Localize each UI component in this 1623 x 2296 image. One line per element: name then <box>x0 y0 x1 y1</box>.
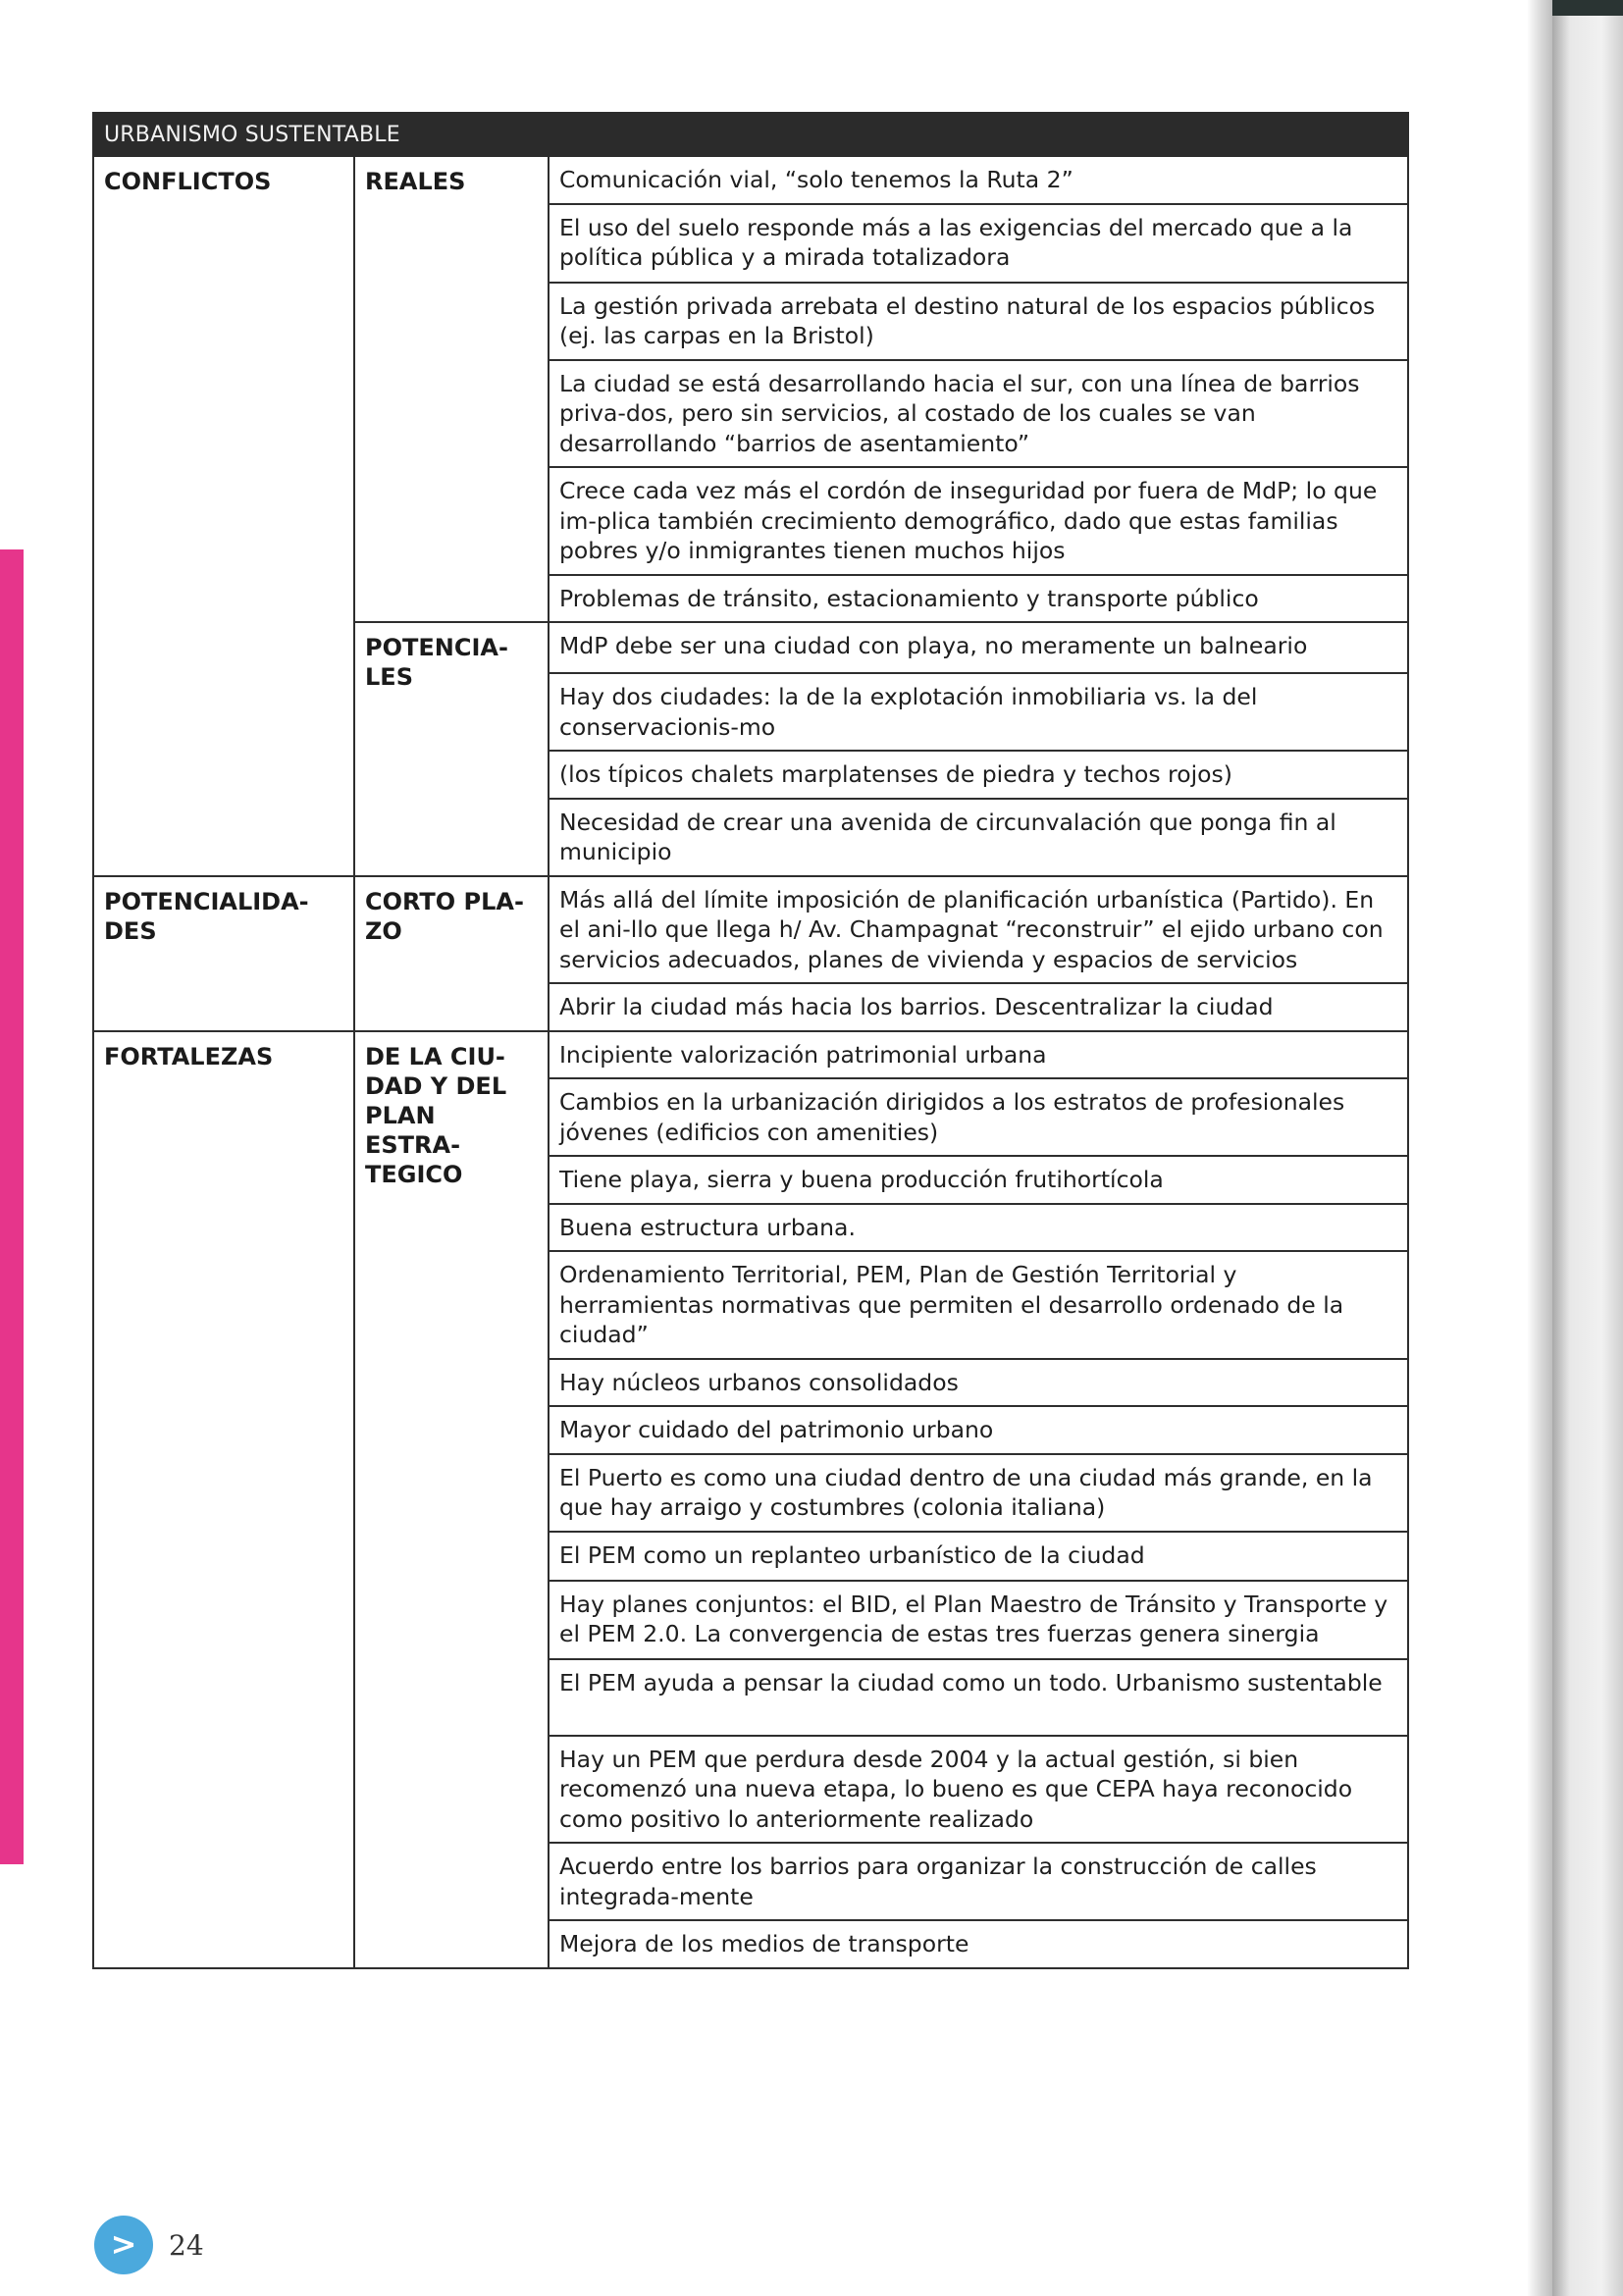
subcategory-label: CORTO PLA-ZO <box>354 876 549 1031</box>
table-cell-item: El uso del suelo responde más a las exigencias del mercado que a la política pública y a mirada totalizadora <box>549 204 1408 283</box>
binding-shadow <box>1527 0 1552 2296</box>
table-cell-item: Comunicación vial, “solo tenemos la Ruta 2” <box>549 156 1408 204</box>
table-cell-item: Hay un PEM que perdura desde 2004 y la actual gestión, si bien recomenzó una nueva etapa, lo bueno es que CEPA haya reconocido como positivo lo anteriormente realizado <box>549 1736 1408 1844</box>
table-cell-item: El PEM ayuda a pensar la ciudad como un todo. Urbanismo sustentable <box>549 1659 1408 1736</box>
urbanismo-table <box>92 112 1409 1969</box>
table-cell-item: Acuerdo entre los barrios para organizar la construcción de calles integrada-mente <box>549 1843 1408 1920</box>
table-cell-item: Abrir la ciudad más hacia los barrios. Descentralizar la ciudad <box>549 983 1408 1031</box>
category-label: CONFLICTOS <box>93 156 354 876</box>
table-cell-item: Cambios en la urbanización dirigidos a los estratos de profesionales jóvenes (edificios con amenities) <box>549 1078 1408 1156</box>
table-cell-item: La ciudad se está desarrollando hacia el sur, con una línea de barrios priva-dos, pero sin servicios, al costado de los cuales se van desarrollando “barrios de asentamiento” <box>549 360 1408 468</box>
table-cell-item: El PEM como un replanteo urbanístico de la ciudad <box>549 1532 1408 1581</box>
table-cell-item: La gestión privada arrebata el destino natural de los espacios públicos (ej. las carpas en la Bristol) <box>549 283 1408 360</box>
subcategory-label: DE LA CIU-DAD Y DEL PLAN ESTRA-TEGICO <box>354 1031 549 1968</box>
table-cell-item: Incipiente valorización patrimonial urbana <box>549 1031 1408 1079</box>
table-row <box>93 1031 1408 1079</box>
category-label: FORTALEZAS <box>93 1031 354 1968</box>
table-cell-item: Hay planes conjuntos: el BID, el Plan Maestro de Tránsito y Transporte y el PEM 2.0. La convergencia de estas tres fuerzas genera sinergia <box>549 1581 1408 1659</box>
table-body <box>93 156 1408 1968</box>
table-cell-item: Ordenamiento Territorial, PEM, Plan de Gestión Territorial y herramientas normativas que permiten el desarrollo ordenado de la ciudad” <box>549 1251 1408 1359</box>
page-number: 24 <box>169 2229 204 2262</box>
magenta-side-tab <box>0 549 24 1864</box>
table-cell-item: Problemas de tránsito, estacionamiento y transporte público <box>549 575 1408 623</box>
subcategory-label: POTENCIA-LES <box>354 622 549 876</box>
table-cell-item: Buena estructura urbana. <box>549 1204 1408 1252</box>
table-header-row <box>93 113 1408 156</box>
table-cell-item: MdP debe ser una ciudad con playa, no meramente un balneario <box>549 622 1408 673</box>
table-cell-item: Mejora de los medios de transporte <box>549 1920 1408 1968</box>
table-cell-item: Tiene playa, sierra y buena producción frutihortícola <box>549 1156 1408 1204</box>
table-cell-item: (los típicos chalets marplatenses de piedra y techos rojos) <box>549 751 1408 799</box>
table-cell-item: Mayor cuidado del patrimonio urbano <box>549 1406 1408 1454</box>
subcategory-label: REALES <box>354 156 549 622</box>
table-cell-item: Hay núcleos urbanos consolidados <box>549 1359 1408 1407</box>
scanner-edge <box>1552 0 1623 16</box>
table-cell-item: Hay dos ciudades: la de la explotación inmobiliaria vs. la del conservacionis-mo <box>549 673 1408 751</box>
category-label: POTENCIALIDA-DES <box>93 876 354 1031</box>
table-cell-item: Crece cada vez más el cordón de inseguridad por fuera de MdP; lo que im-plica también crecimiento demográfico, dado que estas familias pobres y/o inmigrantes tienen muchos hijos <box>549 467 1408 575</box>
table-row <box>93 156 1408 204</box>
table-row <box>93 876 1408 984</box>
table-title: URBANISMO SUSTENTABLE <box>93 113 1408 156</box>
next-arrow-icon: > <box>94 2216 153 2274</box>
table-cell-item: El Puerto es como una ciudad dentro de una ciudad más grande, en la que hay arraigo y costumbres (colonia italiana) <box>549 1454 1408 1532</box>
table-cell-item: Más allá del límite imposición de planificación urbanística (Partido). En el ani-llo que llega h/ Av. Champagnat “reconstruir” el ejido urbano con servicios adecuados, planes de vivienda y espacios de servicios <box>549 876 1408 984</box>
adjacent-page-edge <box>1552 0 1623 2296</box>
table-cell-item: Necesidad de crear una avenida de circunvalación que ponga fin al municipio <box>549 799 1408 876</box>
